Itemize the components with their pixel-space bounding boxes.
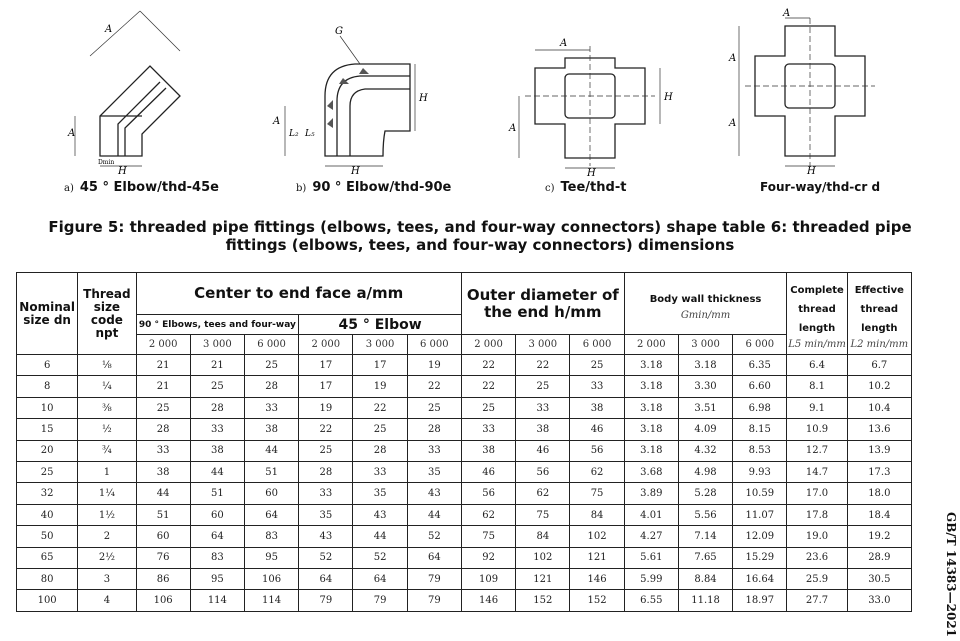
table-cell: 8.84 bbox=[678, 569, 732, 590]
table-cell: 32 bbox=[17, 483, 78, 504]
table-cell: 64 bbox=[353, 569, 407, 590]
table-cell: 3.18 bbox=[678, 355, 732, 376]
table-cell: 80 bbox=[17, 569, 78, 590]
table-cell: 33 bbox=[407, 440, 461, 461]
table-cell: ⅛ bbox=[78, 355, 136, 376]
table-cell: ⅜ bbox=[78, 397, 136, 418]
table-cell: 7.14 bbox=[678, 526, 732, 547]
table-body bbox=[17, 355, 912, 612]
table-cell: 19 bbox=[299, 397, 353, 418]
table-cell: 114 bbox=[190, 590, 244, 612]
table-row bbox=[17, 547, 912, 568]
table-cell: 28 bbox=[244, 376, 298, 397]
header-effective-thread: Effective thread length L2 min/mm bbox=[847, 273, 911, 355]
table-cell: 38 bbox=[516, 419, 570, 440]
table-cell: 6.55 bbox=[624, 590, 678, 612]
table-cell: 38 bbox=[244, 419, 298, 440]
table-cell: 40 bbox=[17, 504, 78, 525]
table-cell: 25 bbox=[299, 440, 353, 461]
table-cell: 10.9 bbox=[787, 419, 847, 440]
table-cell: 8.15 bbox=[733, 419, 787, 440]
table-cell: 7.65 bbox=[678, 547, 732, 568]
table-cell: 4 bbox=[78, 590, 136, 612]
table-cell: 152 bbox=[570, 590, 624, 612]
table-cell: 75 bbox=[516, 504, 570, 525]
table-cell: 46 bbox=[461, 462, 515, 483]
table-cell: 22 bbox=[299, 419, 353, 440]
table-cell: 50 bbox=[17, 526, 78, 547]
table-cell: 79 bbox=[407, 590, 461, 612]
table-cell: 28 bbox=[407, 419, 461, 440]
table-cell: 8.1 bbox=[787, 376, 847, 397]
header-90-elbow-group: 90 ° Elbows, tees and four-way bbox=[136, 315, 299, 335]
table-cell: 38 bbox=[570, 397, 624, 418]
table-cell: 18.97 bbox=[733, 590, 787, 612]
table-row bbox=[17, 569, 912, 590]
table-cell: 25 bbox=[17, 462, 78, 483]
table-cell: 44 bbox=[190, 462, 244, 483]
table-cell: 60 bbox=[190, 504, 244, 525]
table-cell: 17 bbox=[299, 376, 353, 397]
table-cell: 75 bbox=[461, 526, 515, 547]
table-cell: 33.0 bbox=[847, 590, 911, 612]
dim-label-a: A bbox=[560, 38, 568, 49]
table-cell: 9.93 bbox=[733, 462, 787, 483]
table-cell: 27.7 bbox=[787, 590, 847, 612]
table-cell: 79 bbox=[407, 569, 461, 590]
table-cell: 60 bbox=[136, 526, 190, 547]
table-cell: 33 bbox=[299, 483, 353, 504]
table-cell: ¾ bbox=[78, 440, 136, 461]
standard-code: GB/T 14383—2021 bbox=[944, 512, 958, 638]
table-row bbox=[17, 397, 912, 418]
table-cell: 4.09 bbox=[678, 419, 732, 440]
table-cell: 102 bbox=[516, 547, 570, 568]
table-cell: 44 bbox=[407, 504, 461, 525]
table-cell: 13.6 bbox=[847, 419, 911, 440]
table-cell: 38 bbox=[461, 440, 515, 461]
table-cell: 28 bbox=[136, 419, 190, 440]
table-cell: 62 bbox=[570, 462, 624, 483]
dim-label-h: H bbox=[807, 166, 816, 176]
table-cell: 33 bbox=[516, 397, 570, 418]
table-cell: 8 bbox=[17, 376, 78, 397]
table-cell: 15 bbox=[17, 419, 78, 440]
table-cell: 18.4 bbox=[847, 504, 911, 525]
class-header: 2 000 bbox=[624, 335, 678, 355]
table-cell: 21 bbox=[136, 355, 190, 376]
table-cell: 17.0 bbox=[787, 483, 847, 504]
table-cell: 95 bbox=[244, 547, 298, 568]
table-cell: 79 bbox=[353, 590, 407, 612]
table-cell: 22 bbox=[353, 397, 407, 418]
dim-label-h: H bbox=[419, 93, 428, 104]
class-header: 3 000 bbox=[190, 335, 244, 355]
table-cell: 23.6 bbox=[787, 547, 847, 568]
table-cell: 10.59 bbox=[733, 483, 787, 504]
figure-45-elbow bbox=[60, 6, 200, 176]
table-cell: 6.7 bbox=[847, 355, 911, 376]
table-cell: 6.98 bbox=[733, 397, 787, 418]
caption-90-elbow: b) 90 ° Elbow/thd-90e bbox=[296, 180, 452, 195]
table-cell: 3.51 bbox=[678, 397, 732, 418]
table-cell: 64 bbox=[190, 526, 244, 547]
table-cell: 46 bbox=[570, 419, 624, 440]
table-cell: 106 bbox=[244, 569, 298, 590]
table-row bbox=[17, 419, 912, 440]
header-nominal-size: Nominal size dn bbox=[17, 273, 78, 355]
table-cell: 5.61 bbox=[624, 547, 678, 568]
table-cell: 62 bbox=[461, 504, 515, 525]
table-cell: 33 bbox=[461, 419, 515, 440]
dim-label-a2: A bbox=[509, 123, 517, 134]
table-cell: 33 bbox=[190, 419, 244, 440]
table-cell: 33 bbox=[570, 376, 624, 397]
table-cell: 11.18 bbox=[678, 590, 732, 612]
table-cell: 15.29 bbox=[733, 547, 787, 568]
page-title: Figure 5: threaded pipe fittings (elbows, tees, and four-way connectors) shape table 6: threaded pipe fittings (elbows, tees, and four-way connectors) dimensions bbox=[48, 218, 912, 254]
table-cell: 28 bbox=[190, 397, 244, 418]
table-cell: 17.8 bbox=[787, 504, 847, 525]
dim-label-a3: A bbox=[729, 118, 737, 129]
table-cell: 109 bbox=[461, 569, 515, 590]
table-cell: 64 bbox=[299, 569, 353, 590]
table-cell: 3.18 bbox=[624, 419, 678, 440]
table-cell: 35 bbox=[407, 462, 461, 483]
class-header: 6 000 bbox=[407, 335, 461, 355]
table-cell: 10.2 bbox=[847, 376, 911, 397]
dim-label-h: H bbox=[118, 166, 127, 176]
table-cell: 62 bbox=[516, 483, 570, 504]
table-cell: 33 bbox=[353, 462, 407, 483]
table-row bbox=[17, 440, 912, 461]
class-header: 2 000 bbox=[461, 335, 515, 355]
table-cell: 2½ bbox=[78, 547, 136, 568]
table-cell: 11.07 bbox=[733, 504, 787, 525]
table-cell: 28 bbox=[299, 462, 353, 483]
table-row bbox=[17, 462, 912, 483]
class-header: 6 000 bbox=[244, 335, 298, 355]
table-cell: 25 bbox=[407, 397, 461, 418]
table-cell: 22 bbox=[407, 376, 461, 397]
table-cell: 16.64 bbox=[733, 569, 787, 590]
caption-four-way: Four-way/thd-cr d bbox=[760, 180, 881, 194]
table-cell: 84 bbox=[516, 526, 570, 547]
class-header: 3 000 bbox=[678, 335, 732, 355]
dim-label-g: G bbox=[335, 26, 343, 37]
caption-45-elbow: a) 45 ° Elbow/thd-45e bbox=[64, 180, 219, 195]
figure-tee bbox=[505, 6, 695, 176]
table-cell: 75 bbox=[570, 483, 624, 504]
table-cell: 25.9 bbox=[787, 569, 847, 590]
table-cell: 22 bbox=[516, 355, 570, 376]
table-cell: 19.2 bbox=[847, 526, 911, 547]
table-cell: 20 bbox=[17, 440, 78, 461]
table-cell: 25 bbox=[353, 419, 407, 440]
table-cell: 43 bbox=[407, 483, 461, 504]
table-cell: 3.18 bbox=[624, 376, 678, 397]
table-cell: 8.53 bbox=[733, 440, 787, 461]
pressure-class-row bbox=[17, 335, 912, 355]
table-cell: 4.27 bbox=[624, 526, 678, 547]
table-cell: 64 bbox=[407, 547, 461, 568]
dim-label-l5: L₅ bbox=[305, 129, 315, 139]
header-outer-diameter: Outer diameter of the end h/mm bbox=[461, 273, 624, 335]
table-cell: 51 bbox=[136, 504, 190, 525]
table-cell: 146 bbox=[461, 590, 515, 612]
class-header: 2 000 bbox=[299, 335, 353, 355]
table-cell: 14.7 bbox=[787, 462, 847, 483]
table-cell: 6.4 bbox=[787, 355, 847, 376]
table-cell: 95 bbox=[190, 569, 244, 590]
table-cell: 3 bbox=[78, 569, 136, 590]
table-cell: 25 bbox=[190, 376, 244, 397]
figure-90-elbow bbox=[265, 6, 435, 176]
table-row bbox=[17, 526, 912, 547]
table-cell: 21 bbox=[136, 376, 190, 397]
dim-label-a2: A bbox=[729, 53, 737, 64]
table-cell: 3.18 bbox=[624, 355, 678, 376]
table-cell: 25 bbox=[461, 397, 515, 418]
table-cell: 25 bbox=[516, 376, 570, 397]
table-row bbox=[17, 355, 912, 376]
table-cell: 83 bbox=[190, 547, 244, 568]
table-cell: 10 bbox=[17, 397, 78, 418]
table-cell: 152 bbox=[516, 590, 570, 612]
table-cell: 5.28 bbox=[678, 483, 732, 504]
class-header: 3 000 bbox=[516, 335, 570, 355]
table-cell: 19 bbox=[407, 355, 461, 376]
header-complete-thread: Complete thread length L5 min/mm bbox=[787, 273, 847, 355]
table-cell: 35 bbox=[299, 504, 353, 525]
table-row bbox=[17, 504, 912, 525]
table-cell: 102 bbox=[570, 526, 624, 547]
header-45-elbow-group: 45 ° Elbow bbox=[299, 315, 462, 335]
table-cell: 52 bbox=[407, 526, 461, 547]
table-cell: 3.89 bbox=[624, 483, 678, 504]
table-cell: 106 bbox=[136, 590, 190, 612]
table-cell: 22 bbox=[461, 376, 515, 397]
table-cell: 43 bbox=[299, 526, 353, 547]
table-cell: 35 bbox=[353, 483, 407, 504]
table-cell: 38 bbox=[136, 462, 190, 483]
dimensions-table bbox=[16, 272, 912, 612]
table-row bbox=[17, 483, 912, 504]
dim-label-h2: H bbox=[351, 166, 360, 176]
table-cell: 1¼ bbox=[78, 483, 136, 504]
table-cell: 12.7 bbox=[787, 440, 847, 461]
table-cell: 84 bbox=[570, 504, 624, 525]
table-cell: 25 bbox=[244, 355, 298, 376]
class-header: 6 000 bbox=[570, 335, 624, 355]
table-cell: 9.1 bbox=[787, 397, 847, 418]
table-cell: 21 bbox=[190, 355, 244, 376]
header-thread-code: Thread size code npt bbox=[78, 273, 136, 355]
table-cell: 19 bbox=[353, 376, 407, 397]
table-cell: 44 bbox=[244, 440, 298, 461]
table-cell: 30.5 bbox=[847, 569, 911, 590]
table-cell: 3.30 bbox=[678, 376, 732, 397]
table-cell: 22 bbox=[461, 355, 515, 376]
caption-tee: c) Tee/thd-t bbox=[545, 180, 627, 195]
table-cell: 56 bbox=[516, 462, 570, 483]
table-cell: 86 bbox=[136, 569, 190, 590]
table-cell: 6.35 bbox=[733, 355, 787, 376]
table-cell: 5.99 bbox=[624, 569, 678, 590]
table-cell: 3.68 bbox=[624, 462, 678, 483]
table-cell: 10.4 bbox=[847, 397, 911, 418]
table-row bbox=[17, 376, 912, 397]
table-cell: 51 bbox=[190, 483, 244, 504]
table-cell: 6 bbox=[17, 355, 78, 376]
table-cell: 17.3 bbox=[847, 462, 911, 483]
header-center-to-end: Center to end face a/mm bbox=[136, 273, 461, 315]
table-cell: 51 bbox=[244, 462, 298, 483]
table-cell: 64 bbox=[244, 504, 298, 525]
table-cell: 1 bbox=[78, 462, 136, 483]
table-cell: ½ bbox=[78, 419, 136, 440]
table-cell: 52 bbox=[299, 547, 353, 568]
table-cell: 114 bbox=[244, 590, 298, 612]
table-cell: 83 bbox=[244, 526, 298, 547]
table-cell: 65 bbox=[17, 547, 78, 568]
table-row bbox=[17, 590, 912, 612]
figure-four-way bbox=[725, 6, 895, 176]
dim-label-l2: L₂ bbox=[289, 129, 299, 139]
table-cell: 17 bbox=[299, 355, 353, 376]
dim-label-dmin: Dmin bbox=[98, 159, 115, 166]
table-cell: 3.18 bbox=[624, 440, 678, 461]
table-cell: 60 bbox=[244, 483, 298, 504]
table-cell: 3.18 bbox=[624, 397, 678, 418]
table-cell: 44 bbox=[353, 526, 407, 547]
table-cell: 4.01 bbox=[624, 504, 678, 525]
table-cell: 100 bbox=[17, 590, 78, 612]
dim-label-a: A bbox=[105, 24, 113, 35]
table-cell: 38 bbox=[190, 440, 244, 461]
table-cell: 92 bbox=[461, 547, 515, 568]
table-cell: 6.60 bbox=[733, 376, 787, 397]
header-wall-thickness: Body wall thickness Gmin/mm bbox=[624, 273, 787, 335]
table-cell: 56 bbox=[570, 440, 624, 461]
dim-label-a2: A bbox=[68, 128, 76, 139]
dim-label-a: A bbox=[273, 116, 281, 127]
table-cell: 19.0 bbox=[787, 526, 847, 547]
table-cell: 52 bbox=[353, 547, 407, 568]
table-cell: 146 bbox=[570, 569, 624, 590]
table-cell: 13.9 bbox=[847, 440, 911, 461]
table-cell: 56 bbox=[461, 483, 515, 504]
table-cell: 4.98 bbox=[678, 462, 732, 483]
table-cell: 25 bbox=[570, 355, 624, 376]
table-cell: 2 bbox=[78, 526, 136, 547]
table-cell: 79 bbox=[299, 590, 353, 612]
table-cell: 17 bbox=[353, 355, 407, 376]
table-cell: 44 bbox=[136, 483, 190, 504]
table-cell: 76 bbox=[136, 547, 190, 568]
table-cell: 33 bbox=[244, 397, 298, 418]
table-cell: 46 bbox=[516, 440, 570, 461]
table-cell: 121 bbox=[570, 547, 624, 568]
table-cell: 43 bbox=[353, 504, 407, 525]
class-header: 2 000 bbox=[136, 335, 190, 355]
class-header: 3 000 bbox=[353, 335, 407, 355]
table-cell: 28 bbox=[353, 440, 407, 461]
table-cell: 25 bbox=[136, 397, 190, 418]
table-cell: 18.0 bbox=[847, 483, 911, 504]
table-cell: 28.9 bbox=[847, 547, 911, 568]
table-cell: 12.09 bbox=[733, 526, 787, 547]
table-cell: ¼ bbox=[78, 376, 136, 397]
dim-label-a: A bbox=[783, 8, 791, 19]
table-cell: 5.56 bbox=[678, 504, 732, 525]
table-cell: 121 bbox=[516, 569, 570, 590]
table-cell: 1½ bbox=[78, 504, 136, 525]
table-cell: 4.32 bbox=[678, 440, 732, 461]
dim-label-h: H bbox=[664, 92, 673, 103]
dim-label-h2: H bbox=[587, 168, 596, 176]
class-header: 6 000 bbox=[733, 335, 787, 355]
table-cell: 33 bbox=[136, 440, 190, 461]
